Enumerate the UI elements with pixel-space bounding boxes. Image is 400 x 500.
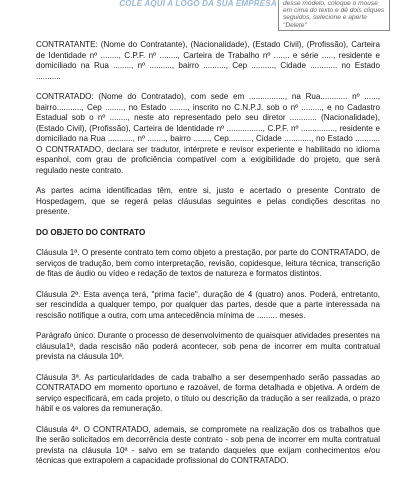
partes-paragraph: As partes acima identificadas têm, entre si, justo e acertado o presente Contrato de Hospedagem, que se regerá pelas cláusulas seguintes e pelas condições descritas no presente. — [36, 186, 380, 216]
clausula-1: Cláusula 1ª. O presente contrato tem como objeto a prestação, por parte do CONTRATADO, de serviços de tradução, bem como interpretação, revisão, copidesque, leitura técnica, transcrição de fitas de áudio ou vídeo e redação de textos de natureza e formatos distintos. — [36, 248, 380, 278]
clausula-4: Cláusula 4ª. O CONTRATADO, ademais, se compromete na realização dos os trabalhos que lhe serão solicitados em decorrência deste contrato - sob pena de incorrer em multa contratual prevista na cláusula 10ª - salvo em se tratando daqueles que exijam conhecimentos e/ou técnicas que extrapolem a capacidade profissional do CONTRATADO. — [36, 424, 380, 465]
help-note: desse modelo, coloque o mouse em cima do texto e dê dois cliques seguidos, selecione e aperte "Delete" — [278, 0, 390, 31]
logo-placeholder: COLE AQUI A LOGO DA SUA EMPRESA — [119, 0, 277, 8]
contract-body — [36, 40, 380, 477]
paragrafo-unico: Parágrafo único. Durante o processo de desenvolvimento de quaisquer atividades presentes na cláusula1ª, dada rescisão não poderá acontecer, sob pena de incorrer em multa contratual prevista na cláusula 10ª. — [36, 331, 380, 361]
section-title: DO OBJETO DO CONTRATO — [36, 227, 146, 237]
contratado-paragraph: CONTRATADO: (Nome do Contratado), com sede em ................, na Rua............ nº ......, bairro..........., Cep ........, no Estado ........, inscrito no C.N.P.J. sob o nº ........., e no Cadastro Estadual sob o nº ........, neste ato representado pelo seu diretor ............ (Nacionalidade), (Estado Civil), (Profissão), Carteira de Identidade nº ................, C.P.F. nº ..............., residente e domiciliado na Rua ..........., nº ........, bairro ......., Cep.........., Cidade ............, no Estado ........... O CONTRATADO, declara ser tradutor, intérprete e revisor experiente e habilitado no idioma espanhol, com grau de proficiência compatível com a exigibilidade do projeto, que será regulado neste contrato. — [36, 92, 380, 175]
clausula-2: Cláusula 2ª. Esta avença terá, "prima facie", duração de 4 (quatro) anos. Poderá, entretanto, ser rescindida a qualquer tempo, por qualquer das partes, desde que a parte interessada na rescisão notifique a outra, com uma antecedência mínima de ......... meses. — [36, 289, 380, 320]
contratante-paragraph: CONTRATANTE: (Nome do Contratante), (Nacionalidade), (Estado Civil), (Profissão), Carteira de Identidade nº ........, C.P.F. nº ........, Carteira de Trabalho nº ....... e série ....., residente e domiciliado na Rua ........, nº .........., bairro .........., Cep .........., Cidade ............ no Estado ........... — [36, 40, 380, 81]
clausula-3: Cláusula 3ª. As particularidades de cada trabalho a ser desempenhado serão passadas ao CONTRATADO em momento oportuno e razoável, de forma detalhada e objetiva. A ordem de serviço especificará, em cada projeto, o título ou descrição da tradução a ser realizada, o prazo hábil e os valores da remuneração. — [36, 372, 380, 413]
